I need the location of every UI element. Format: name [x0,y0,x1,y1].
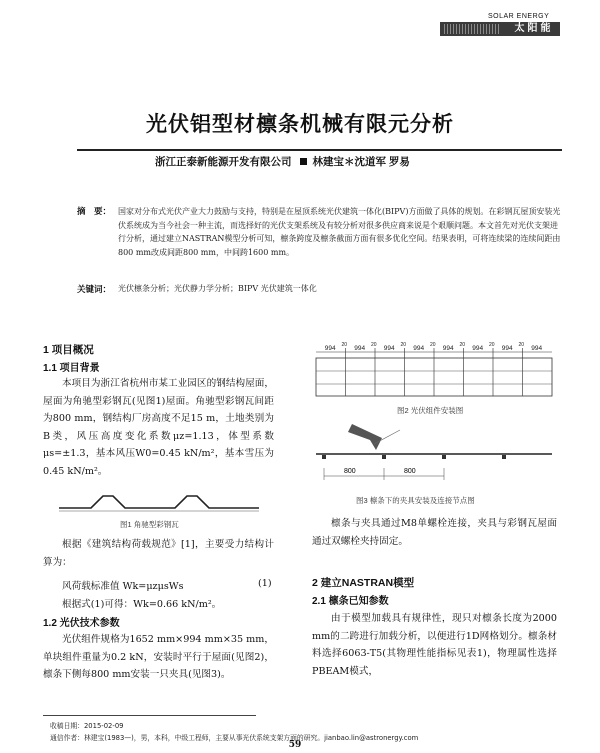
section-2-1-heading: 2.1 檩条已知参数 [312,596,389,607]
clamp-mark [382,455,386,459]
module-width-label: 994 [383,345,395,352]
page-number: 59 [288,740,302,750]
title-divider [77,149,562,151]
received-date: 收稿日期：2015-02-09 [50,722,124,730]
module-width-label: 994 [354,345,366,352]
figure-2-module-layout [312,340,556,402]
affiliation: 浙江正泰新能源开发有限公司 [155,156,292,168]
section-1-2-heading: 1.2 光伏技术参数 [43,618,120,629]
clamp-mark [322,455,326,459]
header-pattern [444,24,500,34]
author-line [155,154,410,169]
module-width-label: 994 [442,345,454,352]
purlin-parameters-text: 由于模型加载具有规律性，现只对檩条长度为2000 mm的二跨进行加载分析，以便进行1D网格划分。檩条材料选择6063-T5(其物理性能指标见表1)，物理属性选择PBEAM模式， [312,613,557,677]
load-code-text: 根据《建筑结构荷载规范》[1]，主要受力结构计算为： [43,539,274,568]
gap-dimension-label: 20 [430,342,436,348]
abstract-text: 国家对分布式光伏产业大力鼓励与支持，特别是在屋顶系统光伏建筑一体化(BIPV)方面做了具体的规划。在彩钢瓦屋顶安装光伏系统成为当今社会一种主流，而选择好的光伏支架系统及有较分析对很多供应商来说是个艰顺问题。本文首先对光伏支架进行分析，通过建立NASTRAN模型分析可知，檩条跨度及檩条截面方面有很多优化空间。结果表明，可将连续梁的连续间距由800 mm改成间距800 mm，中间跨1600 mm。 [118,207,561,257]
figure-3-clamp-detail [312,420,556,496]
formula-result: 根据式(1)可得：Wk=0.66 kN/m²。 [62,599,222,610]
dim-label-2: 800 [404,468,416,475]
module-width-label: 994 [413,345,425,352]
keywords-text: 光伏檩条分析；光伏静力学分析；BIPV 光伏建筑一体化 [118,284,317,293]
figure-1-profile [55,490,265,514]
journal-chinese-name: 太阳能 [514,23,554,34]
figure-3-caption: 图3 檩条下的夹具安装及连接节点图 [356,496,475,505]
module-width-label: 994 [324,345,336,352]
clamp-mark [442,455,446,459]
gap-dimension-label: 20 [371,342,377,348]
clamp-bracket-shape [348,424,382,450]
module-width-label: 994 [501,345,513,352]
clamp-mark [502,455,506,459]
separator-square-icon [300,158,307,165]
section-1-heading: 1 项目概况 [43,344,94,356]
gap-dimension-label: 20 [341,342,348,348]
journal-english-name: SOLAR ENERGY [488,13,550,20]
author-names: 林建宝＊沈道军 罗易 [312,156,410,168]
abstract-label: 摘 要： [77,206,112,216]
module-width-label: 994 [472,345,484,352]
footnote-divider [43,715,256,716]
roof-profile-line [59,496,259,508]
gap-dimension-label: 20 [489,342,495,348]
project-background-text: 本项目为浙江省杭州市某工业园区的钢结构屋面，屋面为角驰型彩钢瓦(见图1)屋面。角驰型彩钢瓦间距为800 mm，钢结构厂房高度不足15 m，土地类别为B类，风压高度变化系数μz=1.13，体型系数μs=±1.3，基本风压W0=0.45 kN/m²，基本雪压为0.45 kN/m²。 [43,378,274,477]
formula-number: (1) [258,578,272,589]
gap-dimension-label: 20 [400,342,407,348]
clamp-row [322,455,506,459]
dim-label-1: 800 [344,468,356,475]
section-2-heading: 2 建立NASTRAN模型 [312,577,415,589]
gap-dimension-label: 20 [518,342,525,348]
figure-1-caption: 图1 角驰型彩钢瓦 [120,520,179,529]
pv-parameters-text: 光伏组件规格为1652 mm×994 mm×35 mm，单块组件重量为0.2 kN，安装时平行于屋面(见图2)，檩条下侧每800 mm安装一只夹具(见图3)。 [43,634,274,681]
paper-title: 光伏铝型材檩条机械有限元分析 [146,113,454,136]
section-1-1-heading: 1.1 项目背景 [43,363,100,374]
formula-wind-load: 风荷载标准值 Wk=μzμsWs [62,581,184,592]
figure-2-caption: 图2 光伏组件安装图 [397,406,464,415]
module-width-label: 994 [531,345,543,352]
gap-dimension-label: 20 [459,342,466,348]
keywords-label: 关键词： [77,284,112,294]
clamp-connection-text: 檩条与夹具通过M8单螺栓连接，夹具与彩钢瓦屋面通过双螺栓夹持固定。 [312,518,557,547]
author-info: 通信作者：林建宝(1983—)，男，本科，中级工程师，主要从事光伏系统支架方面的研究。jianbao.lin@astronergy.com [50,734,419,742]
